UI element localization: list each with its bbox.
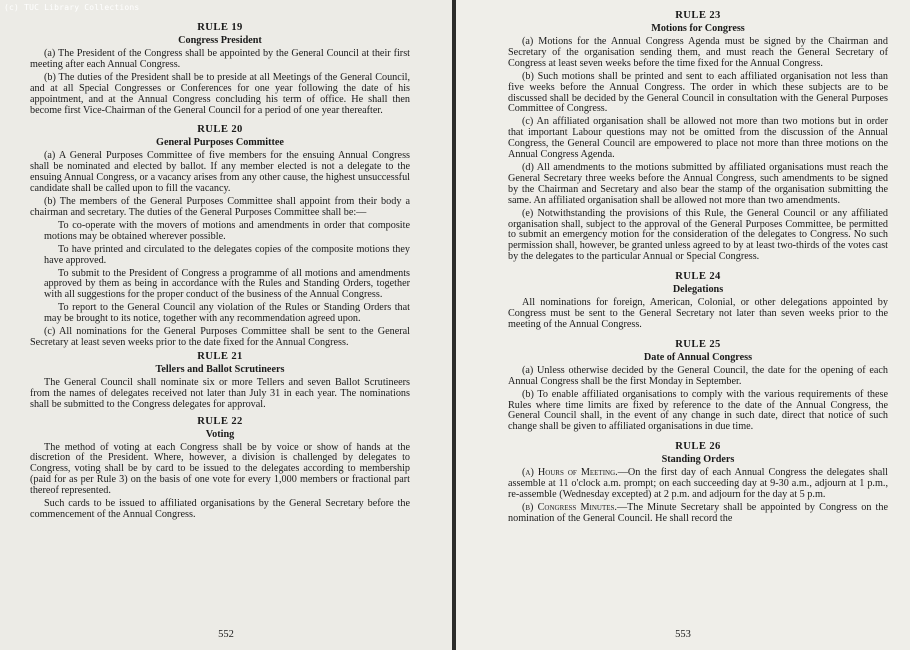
- rule-22-title: RULE 22: [197, 415, 243, 427]
- rule-25-a: (a) Unless otherwise decided by the General Council, the date for the opening of each Annual Congress shall be the first Monday in September.: [508, 364, 888, 387]
- rule-19-subtitle: Congress President: [178, 35, 262, 46]
- rule-24-subtitle: Delegations: [672, 284, 724, 296]
- rule-19-a: (a) The President of the Congress shall be appointed by the General Council at their first meeting after each Annual Congress.: [30, 48, 410, 70]
- rule-25-subtitle: Date of Annual Congress: [643, 351, 753, 363]
- rule-20-title: RULE 20: [197, 124, 243, 136]
- rule-21-subtitle: Tellers and Ballot Scrutineers: [155, 363, 285, 375]
- rule-22-subtitle: Voting: [205, 428, 235, 440]
- rule-23-e: (e) Notwithstanding the provisions of this Rule, the General Council or any affiliated organisation shall, subject to the approval of the General Purposes Committee, be permitted to submit an emergency motion for the consideration of the delegates to Congress. No such permission shall, however, be granted unless agreed to by at least two-thirds of the votes cast by the delegates to the particular Annual or Special Congress.: [508, 207, 888, 263]
- rule-26-a-heading: (a) Hours of Meeting.: [522, 467, 618, 479]
- rule-23-c: (c) An affiliated organisation shall be allowed not more than two motions but in order that important Labour questions may not be omitted from the discussion of the Annual Congress, the General Council are empowered to place not more than three motions on the Annual Congress Agenda.: [508, 116, 888, 161]
- right-page: [456, 0, 910, 650]
- rule-20-duty-1: To co-operate with the movers of motions and amendments in order that composite motions may be obtained wherever possible.: [44, 219, 410, 242]
- rule-26-a: [508, 468, 888, 501]
- rule-26-b: [508, 503, 888, 525]
- rule-26-b-heading: (b) Congress Minutes.: [522, 502, 617, 513]
- rule-26-a-text: —On the first day of each Annual Congress the delegates shall assemble at 11 o'clock a.m. prompt; on each succeeding day at 9-30 a.m., adjourn at 1 p.m., re-assemble (Wednesday excepted) at 2 p.m. and adjourn for the day at 5 p.m.: [508, 467, 888, 501]
- rule-25-b: (b) To enable affiliated organisations to comply with the various requirements of these Rules where time limits are fixed by reference to the date of the Annual Congress, the General Council shall, in the event of any change in such date, direct that notice of such change shall be given to affiliated organisations in due time.: [508, 388, 888, 433]
- rule-20-a: (a) A General Purposes Committee of five members for the ensuing Annual Congress shall be nominated and elected by ballot. If any member elected is not a delegate to the ensuing Annual Congress, or a vacancy arises from any other cause, the highest unsuccessful candidate shall be called upon to fill the vacancy.: [30, 150, 410, 195]
- rule-20-duty-2: To have printed and circulated to the delegates copies of the composite motions they have approved.: [44, 243, 410, 266]
- rule-19-b: (b) The duties of the President shall be to preside at all Meetings of the General Council, and at all Special Congresses or Conferences for one year following the date of his appointment, and at the Annual Congress concluding his term of office. He shall then become first Vice-Chairman of the General Council for a period of one year thereafter.: [30, 71, 410, 116]
- rule-19-title: RULE 19: [197, 22, 243, 33]
- rule-21-text: The General Council shall nominate six or more Tellers and seven Ballot Scrutineers from the names of delegates received not later than July 31 in each year. The nominations shall be submitted to the Congress delegates for approval.: [30, 376, 410, 410]
- rule-22-p1: The method of voting at each Congress shall be by voice or show of hands at the discretion of the President. Where, however, a division is challenged by delegates to Congress, voting shall be by card to be issued to the delegates according to membership (paid for as per Rule 3) on the basis of one vote for every 1,000 members or fractional part thereof represented.: [30, 441, 410, 497]
- watermark-text: (c) TUC Library Collections: [4, 3, 140, 12]
- rule-25-title: RULE 25: [675, 338, 721, 350]
- rule-26-subtitle: Standing Orders: [661, 454, 735, 466]
- page-number-right: 553: [675, 629, 691, 640]
- rule-20-duty-4: To report to the General Council any violation of the Rules or Standing Orders that may be brought to its notice, together with any recommendation agreed upon.: [44, 302, 410, 325]
- rule-20-duty-3: To submit to the President of Congress a programme of all motions and amendments approved by them as being in accordance with the Rules and Standing Orders, together with all suggestions for the proper conduct of the business of the Annual Congress.: [44, 267, 410, 301]
- rule-23-title: RULE 23: [675, 10, 721, 21]
- rule-21-title: RULE 21: [197, 350, 243, 362]
- left-page: [0, 0, 452, 650]
- rule-20-b: (b) The members of the General Purposes Committee shall appoint from their body a chairman and secretary. The duties of the General Purposes Committee shall be:—: [30, 196, 410, 218]
- rule-20-c: (c) All nominations for the General Purposes Committee shall be sent to the General Secretary at least seven weeks prior to the date fixed for the Annual Congress.: [30, 326, 410, 348]
- rule-26-b-text: —The Minute Secretary shall be appointed by Congress on the nomination of the General Council. He shall record the: [508, 502, 889, 524]
- rule-23-subtitle: Motions for Congress: [651, 23, 745, 34]
- rule-24-title: RULE 24: [675, 271, 721, 283]
- rule-22-p2: Such cards to be issued to affiliated organisations by the General Secretary before the commencement of the Annual Congress.: [30, 498, 410, 520]
- rule-20-subtitle: General Purposes Committee: [156, 137, 284, 149]
- rule-24-text: All nominations for foreign, American, Colonial, or other delegations appointed by Congress must be sent to the General Secretary not later than seven weeks prior to the meeting of the Annual Congress.: [508, 297, 888, 330]
- rule-23-a: (a) Motions for the Annual Congress Agenda must be signed by the Chairman and Secretary of the organisation sending them, and must reach the General Secretary of Congress at least seven weeks before the time fixed for the Annual Congress.: [508, 36, 888, 69]
- rule-26-title: RULE 26: [675, 441, 721, 453]
- rule-23-d: (d) All amendments to the motions submitted by affiliated organisations must reach the General Secretary three weeks before the Annual Congress, such amendments to be signed by the Chairman and Secretary and also bear the stamp of the organisation submitting the same. An affiliated organisation shall be allowed not more than two amendments.: [508, 161, 888, 206]
- rule-23-b: (b) Such motions shall be printed and sent to each affiliated organisation not less than five weeks before the Annual Congress. The order in which these subjects are to be discussed shall be decided by the General Council in consultation with the General Purposes Committee of Congress.: [508, 70, 888, 115]
- page-number-left: 552: [218, 629, 234, 640]
